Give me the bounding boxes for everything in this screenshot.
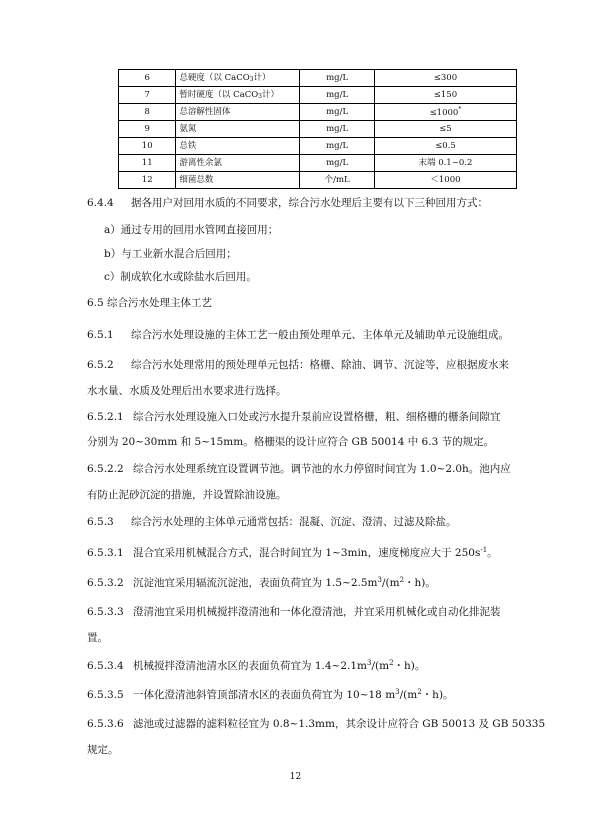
row-number: 11 (141, 157, 153, 168)
paragraph-6-5-3-6-continued: 规定。 (87, 744, 119, 756)
row-number: 12 (141, 174, 153, 185)
clause-text-tail: ・h)。 (404, 577, 436, 589)
item-cell (176, 138, 300, 155)
table-row (119, 87, 517, 104)
limit-value-cell (374, 138, 516, 155)
list-item-c: c）制成软化水或除盐水后回用。 (104, 271, 257, 283)
footnote-mark: * (458, 105, 462, 113)
table-body (119, 70, 517, 189)
clause-text-tail: ・h)。 (421, 689, 454, 701)
clause-number: 6.5.3 (87, 516, 114, 528)
item-subscript: 3 (249, 75, 254, 83)
item-subscript: 3 (258, 92, 262, 100)
limit-value: ≤0.5 (435, 140, 456, 151)
clause-number: 6.5.2 (87, 359, 114, 371)
paragraph-6-5-1 (87, 330, 509, 341)
table-row (119, 104, 517, 121)
unit: mg/L (326, 123, 349, 134)
paragraph-6-5-3-4 (87, 660, 425, 672)
clause-text-tail: ・h)。 (393, 660, 426, 672)
row-number-cell (119, 155, 176, 172)
clause-text: 综合污水处理系统宜设置调节池。调节池的水力停留时间宜为 1.0~2.0h。池内应 (133, 463, 511, 475)
paragraph-6-5-2 (87, 360, 509, 371)
paragraph-6-5-2-2 (87, 464, 511, 475)
superscript: 3 (367, 659, 372, 667)
clause-text: 综合污水处理的主体单元通常包括：混凝、沉淀、澄清、过滤及除盐。 (131, 516, 457, 528)
row-number-cell (119, 138, 176, 155)
item-name: 暂时硬度（以 CaCO (179, 89, 259, 100)
table-row (119, 155, 517, 172)
table-row (119, 70, 517, 87)
clause-text: 混合宜采用机械混合方式，混合时间宜为 1~3min，速度梯度应大于 250s (133, 547, 481, 559)
unit-cell (300, 87, 375, 104)
paragraph-6-5-2-1-continued: 分别为 20~30mm 和 5~15mm。格栅渠的设计应符合 GB 50014 中 6.3 节的规定。 (87, 436, 495, 448)
unit: mg/L (326, 89, 349, 100)
item-name: 总溶解性固体 (179, 106, 231, 117)
clause-text-tail: 。 (487, 547, 498, 559)
row-number: 7 (144, 89, 150, 100)
clause-number: 6.5.3.4 (87, 660, 124, 672)
clause-number: 6.4.4 (87, 197, 114, 209)
limit-value-cell (374, 155, 516, 172)
limit-value-cell (374, 121, 516, 138)
item-cell (176, 87, 300, 104)
superscript: 3 (395, 688, 400, 696)
limit-value-cell (374, 87, 516, 104)
item-name: 总铁 (179, 140, 197, 151)
table-row (119, 172, 517, 189)
superscript: 2 (417, 688, 422, 696)
paragraph-6-5-3-2 (87, 577, 436, 589)
paragraph-6-5-2-1 (87, 412, 501, 423)
limit-value: ≤5 (439, 123, 452, 134)
superscript: 3 (377, 576, 382, 584)
item-cell (176, 104, 300, 121)
limit-value-cell (374, 172, 516, 189)
limit-value: ≤300 (433, 72, 458, 83)
paragraph-6-5-3 (87, 517, 457, 528)
limit-value-cell (374, 70, 516, 87)
superscript: 2 (389, 659, 394, 667)
item-name-tail: 计） (253, 72, 271, 83)
clause-text: 澄清池宜采用机械搅拌澄清池和一体化澄清池，并宜采用机械化或自动化排泥装 (133, 606, 501, 618)
list-item-a: a）通过专用的回用水管网直接回用； (104, 224, 279, 236)
page-number: 12 (289, 772, 302, 782)
item-name: 游离性余氯 (179, 157, 222, 168)
paragraph-6-5-2-2-continued: 有防止泥砂沉淀的措施，并设置除油设施。 (87, 489, 287, 501)
row-number: 8 (144, 106, 150, 117)
clause-number: 6.5.1 (87, 329, 114, 341)
superscript: -1 (480, 546, 488, 554)
clause-text-mid: /(m (399, 689, 418, 701)
table-row (119, 121, 517, 138)
table-row (119, 138, 517, 155)
row-number-cell (119, 104, 176, 121)
limit-value: 末端 0.1~0.2 (418, 157, 473, 168)
unit-cell (300, 104, 375, 121)
row-number: 10 (141, 140, 153, 151)
row-number-cell (119, 121, 176, 138)
row-number-cell (119, 70, 176, 87)
water-quality-table (118, 69, 517, 189)
item-name: 氨氮 (179, 123, 197, 134)
clause-text: 滤池或过滤器的滤料粒径宜为 0.8~1.3mm，其余设计应符合 GB 50013 及 GB 50335 (133, 718, 546, 730)
row-number-cell (119, 87, 176, 104)
paragraph-6-5-3-1 (87, 547, 498, 559)
limit-value-cell (374, 104, 516, 121)
clause-text: 综合污水处理常用的预处理单元包括：格栅、除油、调节、沉淀等，应根据废水来 (131, 359, 509, 371)
clause-text: 一体化澄清池斜管顶部清水区的表面负荷宜为 10~18 m (133, 689, 396, 701)
item-name-tail: 计） (262, 89, 280, 100)
row-number: 9 (144, 123, 150, 134)
section-heading-6-5 (87, 298, 212, 309)
unit-cell (300, 70, 375, 87)
row-number: 6 (144, 72, 150, 83)
item-cell (176, 172, 300, 189)
clause-text: 沉淀池宜采用辐流沉淀池，表面负荷宜为 1.5~2.5m (133, 577, 378, 589)
item-cell (176, 70, 300, 87)
clause-number: 6.5.3.3 (87, 606, 124, 618)
paragraph-6-5-3-6 (87, 719, 545, 730)
unit: 个/mL (324, 174, 350, 185)
clause-number: 6.5.3.5 (87, 689, 124, 701)
paragraph-6-5-3-5 (87, 689, 454, 701)
limit-value: ≤1000 (429, 107, 459, 118)
unit-cell (300, 121, 375, 138)
unit: mg/L (326, 140, 349, 151)
unit: mg/L (326, 157, 349, 168)
paragraph-6-5-3-3-continued: 置。 (87, 632, 108, 644)
clause-number: 6.5.2.2 (87, 463, 124, 475)
unit-cell (300, 155, 375, 172)
clause-text: 综合污水处理设施入口处或污水提升泵前应设置格栅，粗、细格栅的栅条间隙宜 (133, 411, 501, 423)
paragraph-6-5-3-3 (87, 607, 501, 618)
clause-text: 综合污水处理设施的主体工艺一般由预处理单元、主体单元及辅助单元设施组成。 (131, 329, 509, 341)
clause-text-mid: /(m (371, 660, 390, 672)
unit-cell (300, 138, 375, 155)
paragraph-6-4-4 (87, 198, 488, 209)
item-cell (176, 155, 300, 172)
row-number-cell (119, 172, 176, 189)
unit-cell (300, 172, 375, 189)
limit-value: ＜1000 (430, 174, 461, 185)
clause-number: 6.5.2.1 (87, 411, 124, 423)
clause-text: 据各用户对回用水质的不同要求，综合污水处理后主要有以下三种回用方式： (131, 197, 488, 209)
limit-value: ≤150 (433, 89, 458, 100)
item-name: 总硬度（以 CaCO (179, 72, 250, 83)
section-number: 6.5 (87, 297, 104, 309)
item-name: 细菌总数 (179, 174, 214, 185)
list-item-b: b）与工业新水混合后回用； (104, 248, 237, 260)
clause-text-mid: /(m (381, 577, 400, 589)
clause-number: 6.5.3.2 (87, 577, 124, 589)
item-cell (176, 121, 300, 138)
clause-number: 6.5.3.1 (87, 547, 124, 559)
unit: mg/L (326, 72, 349, 83)
clause-text: 机械搅拌澄清池清水区的表面负荷宜为 1.4~2.1m (133, 660, 367, 672)
unit: mg/L (326, 106, 349, 117)
superscript: 2 (399, 576, 405, 584)
paragraph-6-5-2-continued: 水水量、水质及处理后出水要求进行选择。 (87, 385, 287, 397)
section-title: 综合污水处理主体工艺 (107, 297, 212, 309)
clause-number: 6.5.3.6 (87, 718, 124, 730)
